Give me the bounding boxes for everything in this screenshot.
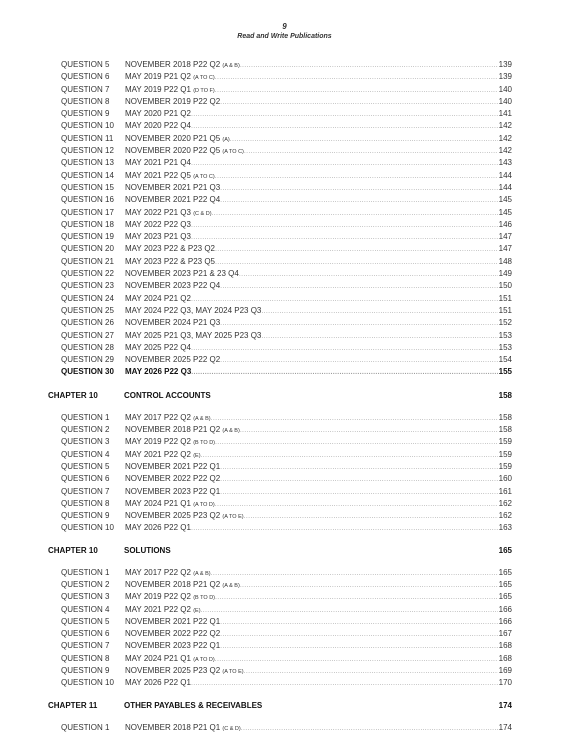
question-source: MAY 2026 P22 Q3 [125,367,192,377]
question-source: MAY 2019 P22 Q1 (D TO F) [125,84,215,94]
dot-leader [244,513,498,520]
dot-leader [220,643,497,650]
question-label: QUESTION 1 [61,722,110,732]
publisher-name: Read and Write Publications [237,33,332,40]
dot-leader [215,74,498,81]
page-number: 163 [498,523,512,533]
dot-leader [240,62,498,69]
question-label: QUESTION 8 [61,96,110,106]
question-source: NOVEMBER 2023 P22 Q1 [125,641,221,651]
question-label: QUESTION 2 [61,579,110,589]
page-number: 141 [498,109,512,119]
question-label: QUESTION 10 [61,121,114,131]
dot-leader [244,668,498,675]
question-label: QUESTION 1 [61,412,110,422]
dot-leader [201,452,498,459]
question-source: MAY 2017 P22 Q2 (A & B) [125,412,211,422]
toc-entry[interactable] [48,318,512,330]
toc-entry[interactable] [48,437,512,449]
chapter-page-number: 165 [498,545,512,555]
page-number: 168 [498,653,512,663]
question-source: NOVEMBER 2018 P21 Q1 (C & D) [125,722,241,732]
toc-entry[interactable] [48,723,512,735]
page-number: 166 [498,604,512,614]
question-label: QUESTION 27 [61,330,114,340]
question-source: NOVEMBER 2018 P21 Q2 (A & B) [125,579,240,589]
question-label: QUESTION 30 [61,367,114,377]
question-source: NOVEMBER 2020 P22 Q5 (A TO C) [125,146,244,156]
chapter-page-number: 158 [498,390,512,400]
dot-leader [220,464,497,471]
toc-entry[interactable] [48,523,512,535]
question-label: QUESTION 16 [61,195,114,205]
dot-leader [201,607,498,614]
page-number: 140 [498,84,512,94]
question-source: MAY 2019 P22 Q2 (B TO D) [125,437,216,447]
section-spacer [48,403,512,413]
dot-leader [191,525,498,532]
question-source: NOVEMBER 2018 P21 Q2 (A & B) [125,425,240,435]
page-number: 162 [498,498,512,508]
question-source: MAY 2023 P21 Q3 [125,232,191,242]
question-source: MAY 2023 P22 & P23 Q2 [125,244,215,254]
question-source: NOVEMBER 2020 P21 Q5 (A) [125,133,230,143]
toc-entry[interactable] [48,343,512,355]
toc-entry[interactable] [48,605,512,617]
question-source: MAY 2024 P21 Q1 (A TO D) [125,498,215,508]
toc-entry[interactable] [48,413,512,425]
question-parts: (A TO C) [222,149,244,156]
toc-entry[interactable] [48,146,512,158]
page-number: 154 [498,355,512,365]
question-label: QUESTION 10 [61,678,114,688]
toc-entry[interactable] [48,678,512,690]
question-source: MAY 2020 P22 Q4 [125,121,191,131]
question-parts: (A & B) [222,428,240,435]
dot-leader [215,246,498,253]
dot-leader [220,197,497,204]
toc-entry[interactable] [48,134,512,146]
dot-leader [240,582,498,589]
question-label: QUESTION 1 [61,567,110,577]
question-parts: (C & D) [222,725,241,732]
question-source: MAY 2019 P22 Q2 (B TO D) [125,592,216,602]
toc-entry[interactable] [48,462,512,474]
question-parts: (E) [193,452,201,459]
question-label: QUESTION 8 [61,498,110,508]
dot-leader [191,680,498,687]
question-label: QUESTION 29 [61,355,114,365]
question-source: MAY 2021 P22 Q2 (E) [125,604,201,614]
toc-entry[interactable] [48,450,512,462]
dot-leader [215,259,498,266]
question-label: QUESTION 6 [61,72,110,82]
page-number: 165 [498,579,512,589]
dot-leader [261,308,497,315]
dot-leader [220,631,497,638]
page-number: 151 [498,305,512,315]
question-source: MAY 2019 P21 Q2 (A TO C) [125,72,215,82]
question-source: NOVEMBER 2021 P22 Q1 [125,461,221,471]
toc-entry[interactable] [48,474,512,486]
page-number: 139 [498,60,512,69]
toc-entry[interactable] [48,72,512,84]
question-source: NOVEMBER 2023 P22 Q4 [125,281,221,291]
page-number: 142 [498,146,512,156]
page-number: 139 [498,72,512,82]
chapter-label: CHAPTER 10 [48,545,98,555]
page-number: 153 [498,330,512,340]
question-source: NOVEMBER 2021 P22 Q1 [125,616,221,626]
page-number: 140 [498,96,512,106]
dot-leader [244,148,498,155]
question-label: QUESTION 3 [61,437,110,447]
page-number: 158 [498,425,512,435]
question-source: MAY 2017 P22 Q2 (A & B) [125,567,211,577]
question-label: QUESTION 7 [61,84,110,94]
question-parts: (A) [222,136,230,143]
page-number: 159 [498,461,512,471]
question-label: QUESTION 22 [61,269,114,279]
dot-leader [220,619,497,626]
question-label: QUESTION 4 [61,449,110,459]
page-number: 148 [498,256,512,266]
question-label: QUESTION 19 [61,232,114,242]
toc-entry[interactable] [48,109,512,121]
page-number: 170 [498,678,512,688]
page-number: 152 [498,318,512,328]
question-parts: (D TO F) [193,87,215,94]
toc-entry[interactable] [48,306,512,318]
page-number: 165 [498,567,512,577]
toc-entry[interactable] [48,367,512,379]
toc-entry[interactable] [48,121,512,133]
toc-entry[interactable] [48,355,512,367]
page-number: 159 [498,449,512,459]
page-number: 169 [498,666,512,676]
question-source: NOVEMBER 2021 P22 Q4 [125,195,221,205]
dot-leader [215,173,498,180]
dot-leader [220,185,497,192]
question-label: QUESTION 7 [61,641,110,651]
toc-entry[interactable] [48,60,512,72]
question-label: QUESTION 17 [61,207,114,217]
question-parts: (E) [193,607,201,614]
question-parts: (C & D) [193,210,212,217]
question-parts: (A TO E) [222,514,244,521]
question-label: QUESTION 8 [61,653,110,663]
toc-entry[interactable] [48,617,512,629]
section-spacer [48,558,512,568]
question-label: QUESTION 6 [61,474,110,484]
dot-leader [241,725,498,732]
page-number: 142 [498,121,512,131]
dot-leader [191,111,498,118]
question-source: MAY 2021 P22 Q2 (E) [125,449,201,459]
question-parts: (A & B) [222,582,240,589]
toc-entry[interactable] [48,331,512,343]
dot-leader [191,345,498,352]
dot-leader [220,476,497,483]
dot-leader [191,369,497,376]
page-number: 142 [498,133,512,143]
toc-entry[interactable] [48,269,512,281]
question-label: QUESTION 13 [61,158,114,168]
toc-entry[interactable] [48,158,512,170]
toc-entry[interactable] [48,487,512,499]
question-source: MAY 2021 P22 Q5 (A TO C) [125,170,215,180]
question-label: QUESTION 7 [61,486,110,496]
question-source: MAY 2024 P21 Q1 (A TO D) [125,653,215,663]
page-number: 161 [498,486,512,496]
dot-leader [212,210,498,217]
question-label: QUESTION 9 [61,511,110,521]
question-label: QUESTION 6 [61,629,110,639]
question-source: MAY 2025 P22 Q4 [125,342,191,352]
page-number: 144 [498,182,512,192]
toc-entry[interactable] [48,294,512,306]
question-label: QUESTION 11 [61,133,114,143]
question-label: QUESTION 20 [61,244,114,254]
toc-entry[interactable] [48,580,512,592]
toc-entry[interactable] [48,97,512,109]
page-number: 174 [498,722,512,732]
question-label: QUESTION 10 [61,523,114,533]
question-parts: (B TO D) [193,595,216,602]
dot-leader [215,87,498,94]
dot-leader [261,333,497,340]
question-label: QUESTION 21 [61,256,114,266]
question-label: QUESTION 23 [61,281,114,291]
question-label: QUESTION 5 [61,616,110,626]
page-number: 167 [498,629,512,639]
question-source: NOVEMBER 2021 P21 Q3 [125,182,221,192]
section-spacer [48,713,512,723]
toc-entry[interactable] [48,281,512,293]
toc-entry[interactable] [48,257,512,269]
question-source: MAY 2022 P22 Q3 [125,219,191,229]
page-number: 159 [498,437,512,447]
chapter-label: CHAPTER 10 [48,390,98,400]
chapter-page-number: 174 [498,700,512,710]
page-number: 160 [498,474,512,484]
question-source: NOVEMBER 2025 P23 Q2 (A TO E) [125,666,244,676]
section-spacer [48,691,512,701]
toc-entry[interactable] [48,629,512,641]
question-source: MAY 2021 P21 Q4 [125,158,191,168]
question-label: QUESTION 24 [61,293,114,303]
toc-entry[interactable] [48,208,512,220]
question-source: MAY 2022 P21 Q3 (C & D) [125,207,212,217]
dot-leader [191,296,498,303]
question-source: NOVEMBER 2024 P21 Q3 [125,318,221,328]
chapter-label: CHAPTER 11 [48,700,98,710]
table-of-contents [48,60,512,735]
question-label: QUESTION 5 [61,461,110,471]
page-number: 150 [498,281,512,291]
question-parts: (A & B) [193,570,211,577]
question-source: MAY 2023 P22 & P23 Q5 [125,256,215,266]
question-label: QUESTION 25 [61,305,114,315]
toc-entry[interactable] [48,592,512,604]
page-header [0,0,569,42]
question-label: QUESTION 26 [61,318,114,328]
toc-entry[interactable] [48,232,512,244]
question-source: MAY 2020 P21 Q2 [125,109,191,119]
question-parts: (B TO D) [193,440,216,447]
question-parts: (A TO C) [193,75,215,82]
dot-leader [240,427,498,434]
page-number: 165 [498,592,512,602]
question-source: MAY 2024 P22 Q3, MAY 2024 P23 Q3 [125,305,262,315]
toc-entry[interactable] [48,85,512,97]
question-source: MAY 2024 P21 Q2 [125,293,191,303]
toc-entry[interactable] [48,195,512,207]
chapter-title: OTHER PAYABLES & RECEIVABLES [124,700,263,710]
dot-leader [215,501,498,508]
question-source: NOVEMBER 2018 P22 Q2 (A & B) [125,60,240,69]
page-number: 166 [498,616,512,626]
question-parts: (A TO E) [222,669,244,676]
page-number: 149 [498,269,512,279]
question-label: QUESTION 9 [61,109,110,119]
question-label: QUESTION 28 [61,342,114,352]
question-source: NOVEMBER 2023 P21 & 23 Q4 [125,269,239,279]
dot-leader [230,136,498,143]
question-label: QUESTION 18 [61,219,114,229]
page-number: 146 [498,219,512,229]
toc-entry[interactable] [48,511,512,523]
dot-leader [220,99,497,106]
dot-leader [191,123,498,130]
question-label: QUESTION 15 [61,182,114,192]
page-number: 162 [498,511,512,521]
toc-entry[interactable] [48,220,512,232]
question-source: MAY 2025 P21 Q3, MAY 2025 P23 Q3 [125,330,262,340]
chapter-title: SOLUTIONS [124,545,171,555]
question-source: NOVEMBER 2025 P23 Q2 (A TO E) [125,511,244,521]
page-number: 168 [498,641,512,651]
dot-leader [220,283,497,290]
page-number: 147 [498,244,512,254]
question-source: NOVEMBER 2019 P22 Q2 [125,96,221,106]
toc-entry[interactable] [48,499,512,511]
question-label: QUESTION 5 [61,60,110,69]
page-number: 9 [282,22,287,31]
toc-entry[interactable] [48,244,512,256]
question-parts: (A TO D) [193,656,215,663]
dot-leader [191,222,498,229]
question-source: MAY 2026 P22 Q1 [125,523,191,533]
toc-entry[interactable] [48,171,512,183]
page-number: 145 [498,195,512,205]
page-number: 158 [498,412,512,422]
dot-leader [211,570,498,577]
section-spacer [48,380,512,391]
dot-leader [220,320,497,327]
dot-leader [215,439,498,446]
question-parts: (A & B) [222,63,240,69]
question-parts: (A TO D) [193,501,215,508]
dot-leader [211,415,498,422]
page-number: 144 [498,170,512,180]
toc-entry[interactable] [48,568,512,580]
question-label: QUESTION 14 [61,170,114,180]
chapter-heading[interactable] [48,701,512,713]
page-number: 143 [498,158,512,168]
toc-entry[interactable] [48,425,512,437]
question-parts: (A TO C) [193,173,215,180]
dot-leader [220,489,497,496]
toc-entry[interactable] [48,641,512,653]
dot-leader [215,656,498,663]
chapter-heading[interactable] [48,546,512,558]
question-label: QUESTION 4 [61,604,110,614]
toc-entry[interactable] [48,654,512,666]
page-number: 153 [498,342,512,352]
dot-leader [220,357,497,364]
question-parts: (A & B) [193,415,211,422]
chapter-title: CONTROL ACCOUNTS [124,390,211,400]
section-spacer [48,536,512,546]
question-source: NOVEMBER 2023 P22 Q1 [125,486,221,496]
chapter-heading[interactable] [48,391,512,403]
question-label: QUESTION 3 [61,592,110,602]
question-label: QUESTION 12 [61,146,114,156]
page-number: 155 [498,367,512,377]
question-source: NOVEMBER 2022 P22 Q2 [125,474,221,484]
dot-leader [239,271,498,278]
toc-entry[interactable] [48,183,512,195]
question-source: NOVEMBER 2022 P22 Q2 [125,629,221,639]
question-label: QUESTION 9 [61,666,110,676]
dot-leader [191,160,498,167]
toc-entry[interactable] [48,666,512,678]
question-source: MAY 2026 P22 Q1 [125,678,191,688]
dot-leader [215,594,498,601]
page-number: 145 [498,207,512,217]
question-label: QUESTION 2 [61,425,110,435]
question-source: NOVEMBER 2025 P22 Q2 [125,355,221,365]
dot-leader [191,234,498,241]
page-number: 151 [498,293,512,303]
page-number: 147 [498,232,512,242]
